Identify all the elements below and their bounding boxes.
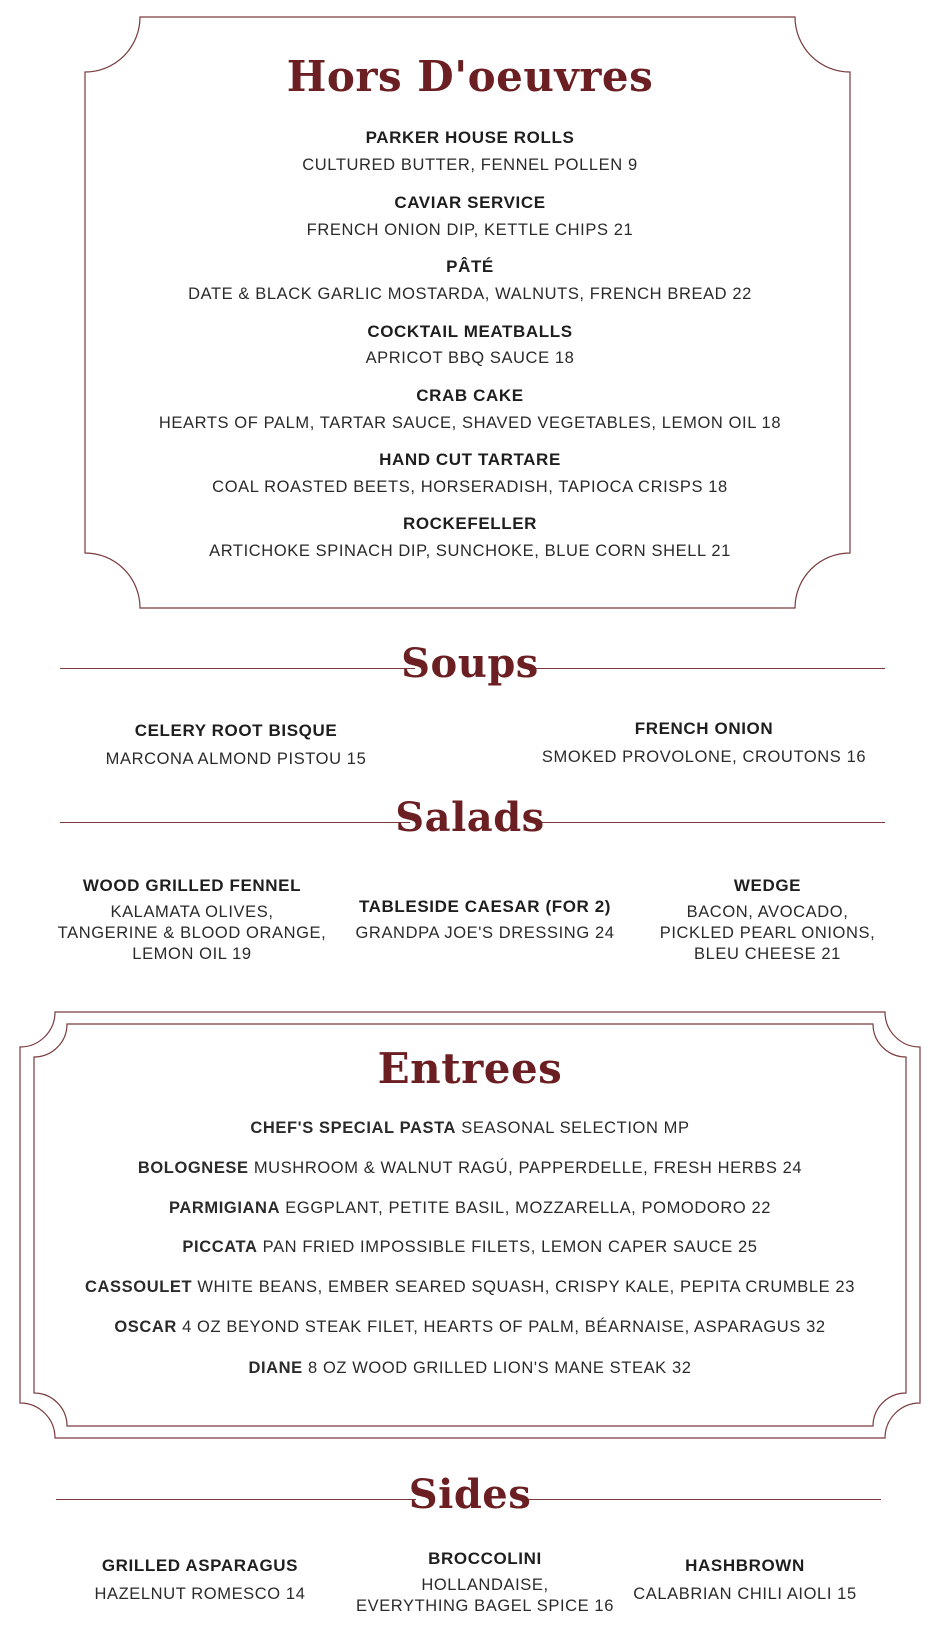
entree-item-desc: 8 OZ WOOD GRILLED LION'S MANE STEAK 32 [302, 1359, 692, 1377]
side-item-name: GRILLED ASPARAGUS [101, 1556, 299, 1575]
side-item-desc-line: HOLLANDAISE, [421, 1576, 549, 1594]
soup-item-desc: SMOKED PROVOLONE, CROUTONS 16 [541, 748, 867, 766]
salad-item-desc-line: BACON, AVOCADO, [686, 903, 849, 921]
hors-item-desc: CULTURED BUTTER, FENNEL POLLEN 9 [302, 156, 638, 174]
side-item-desc-line: EVERYTHING BAGEL SPICE 16 [355, 1597, 614, 1615]
entree-item-name: CASSOULET [85, 1278, 193, 1296]
salad-item [42, 876, 342, 965]
entree-item [0, 1359, 940, 1378]
salad-item-desc-line: LEMON OIL 19 [132, 945, 252, 963]
side-item-name: BROCCOLINI [428, 1549, 542, 1568]
side-item [615, 1556, 875, 1605]
side-item-desc-line: CALABRIAN CHILI AIOLI 15 [633, 1585, 857, 1603]
soup-item-name: FRENCH ONION [634, 719, 774, 738]
entree-item-name: PARMIGIANA [168, 1199, 281, 1217]
entree-item-name: DIANE [248, 1359, 303, 1377]
salad-item-desc-line: BLEU CHEESE 21 [694, 945, 841, 963]
hors-item-desc: DATE & BLACK GARLIC MOSTARDA, WALNUTS, FRENCH BREAD 22 [188, 285, 752, 303]
salad-item [345, 897, 625, 944]
entree-item [0, 1238, 940, 1257]
entree-item [0, 1278, 940, 1297]
salad-item-name: WOOD GRILLED FENNEL [82, 876, 302, 895]
soups-title: Soups [401, 640, 539, 687]
entree-item-name: OSCAR [114, 1318, 177, 1336]
hors-item-desc: FRENCH ONION DIP, KETTLE CHIPS 21 [306, 221, 634, 239]
entree-item [0, 1119, 940, 1138]
entree-item-desc: 4 OZ BEYOND STEAK FILET, HEARTS OF PALM, BÉARNAISE, ASPARAGUS 32 [176, 1318, 826, 1336]
soup-item [535, 719, 873, 768]
entree-item-desc: WHITE BEANS, EMBER SEARED SQUASH, CRISPY KALE, PEPITA CRUMBLE 23 [192, 1278, 855, 1296]
salad-item-name: TABLESIDE CAESAR (FOR 2) [358, 897, 612, 916]
sides-title: Sides [408, 1471, 532, 1518]
salad-item-desc-line: PICKLED PEARL ONIONS, [659, 924, 876, 942]
soup-item [60, 721, 412, 770]
hors-item-name: PÂTÉ [446, 257, 494, 276]
salad-item-name: WEDGE [733, 876, 802, 895]
salads-title: Salads [395, 794, 545, 841]
hors-item-name: CRAB CAKE [416, 386, 524, 405]
hors-item-desc: HEARTS OF PALM, TARTAR SAUCE, SHAVED VEGETABLES, LEMON OIL 18 [158, 414, 782, 432]
side-item [340, 1549, 630, 1617]
entree-item [0, 1199, 940, 1218]
entree-item [0, 1318, 940, 1337]
entree-item-name: PICCATA [182, 1238, 258, 1256]
soup-item-name: CELERY ROOT BISQUE [134, 721, 338, 740]
hors-item-name: ROCKEFELLER [402, 514, 538, 533]
hors-item-name: COCKTAIL MEATBALLS [367, 322, 573, 341]
hors-item-desc: ARTICHOKE SPINACH DIP, SUNCHOKE, BLUE CORN SHELL 21 [209, 542, 731, 560]
entrees-title: Entrees [377, 1044, 563, 1093]
entree-item-desc: MUSHROOM & WALNUT RAGÚ, PAPPERDELLE, FRESH HERBS 24 [248, 1159, 803, 1177]
hors-item-desc: COAL ROASTED BEETS, HORSERADISH, TAPIOCA CRISPS 18 [212, 478, 728, 496]
salad-item-desc-line: TANGERINE & BLOOD ORANGE, [57, 924, 327, 942]
entree-item-name: BOLOGNESE [137, 1159, 249, 1177]
side-item [70, 1556, 330, 1605]
entree-item-desc: EGGPLANT, PETITE BASIL, MOZZARELLA, POMODORO 22 [280, 1199, 772, 1217]
entree-item-desc: SEASONAL SELECTION MP [456, 1119, 690, 1137]
hors-item-name: HAND CUT TARTARE [379, 450, 561, 469]
salad-item [650, 876, 885, 965]
hors-item-desc: APRICOT BBQ SAUCE 18 [365, 349, 575, 367]
hors-item-name: CAVIAR SERVICE [394, 193, 546, 212]
entree-item-name: CHEF'S SPECIAL PASTA [250, 1119, 457, 1137]
side-item-desc-line: HAZELNUT ROMESCO 14 [94, 1585, 306, 1603]
hors-title: Hors D'oeuvres [286, 52, 654, 101]
salad-item-desc-line: KALAMATA OLIVES, [110, 903, 274, 921]
side-item-name: HASHBROWN [685, 1556, 805, 1575]
entree-item [0, 1159, 940, 1178]
soup-item-desc: MARCONA ALMOND PISTOU 15 [105, 750, 367, 768]
hors-item-name: PARKER HOUSE ROLLS [365, 128, 575, 147]
salad-item-desc-line: GRANDPA JOE'S DRESSING 24 [355, 924, 615, 942]
entree-item-desc: PAN FRIED IMPOSSIBLE FILETS, LEMON CAPER SAUCE 25 [257, 1238, 758, 1256]
